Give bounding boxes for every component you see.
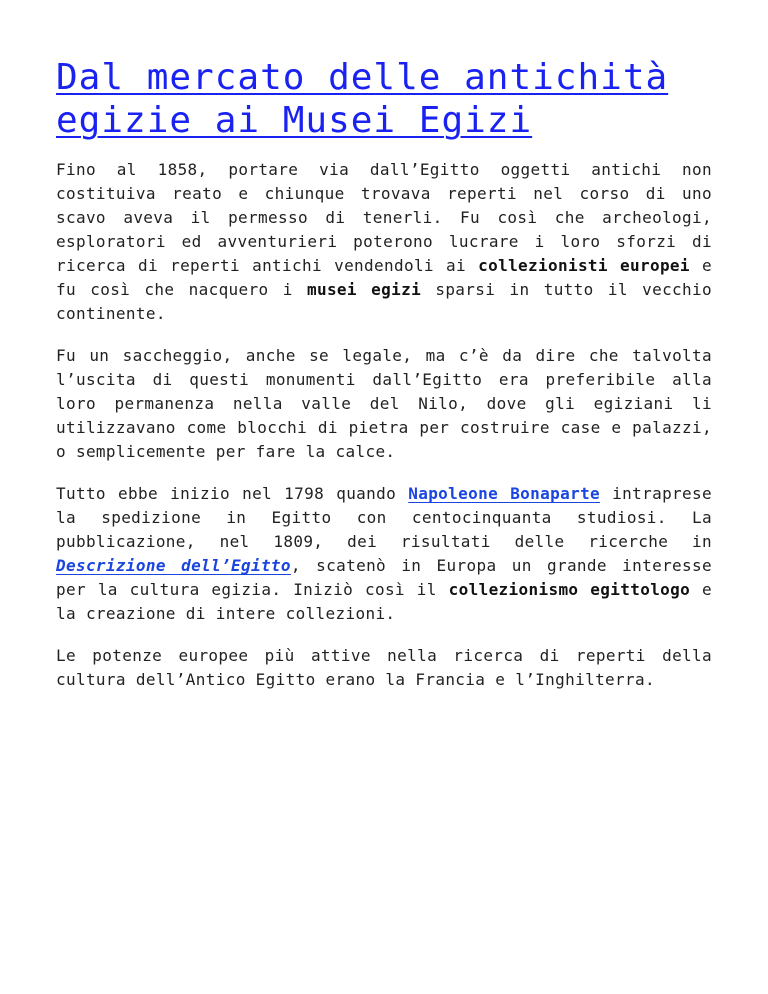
paragraph-3-text-4: e la creazione di intere collezioni. — [56, 580, 713, 623]
paragraph-2-text: Fu un saccheggio, anche se legale, ma c’è da dire che talvolta l’uscita di questi monumenti dall’Egitto era preferibile alla loro permanenza nella valle del Nilo, dove gli egiziani li utilizzavano come blocchi di pietra per costruire case e palazzi, o semplicemente per fare la calce. — [56, 346, 712, 461]
paragraph-2 — [56, 344, 712, 464]
paragraph-3-text-3: , scatenò in Europa un grande interesse per la cultura egizia. Iniziò così il — [56, 556, 712, 599]
paragraph-1 — [56, 158, 712, 326]
paragraph-1-text-2: e fu così che nacquero i — [56, 256, 713, 299]
bold-collezionismo-egittologo: collezionismo egittologo — [448, 580, 691, 599]
bold-collezionisti-europei: collezionisti europei — [478, 256, 690, 275]
paragraph-1-text-1: Fino al 1858, portare via dall’Egitto oggetti antichi non costituiva reato e chiunque trovava reperti nel corso di uno scavo aveva il permesso di tenerli. Fu così che archeologi, esploratori ed avventurieri poterono lucrare i loro sforzi di ricerca di reperti antichi vendendoli ai — [56, 160, 712, 275]
paragraph-4 — [56, 644, 712, 692]
page-title — [56, 56, 712, 142]
title-link[interactable]: Dal mercato delle antichità egizie ai Musei Egizi — [56, 57, 669, 141]
paragraph-1-text-3: sparsi in tutto il vecchio continente. — [56, 280, 712, 323]
paragraph-4-text: Le potenze europee più attive nella ricerca di reperti della cultura dell’Antico Egitto erano la Francia e l’Inghilterra. — [56, 646, 712, 689]
paragraph-3-text-2: intraprese la spedizione in Egitto con centocinquanta studiosi. La pubblicazione, nel 1809, dei risultati delle ricerche in — [56, 484, 712, 551]
paragraph-3 — [56, 482, 712, 626]
paragraph-3-text-1: Tutto ebbe inizio nel 1798 quando — [56, 484, 409, 503]
bold-musei-egizi: musei egizi — [306, 280, 422, 299]
descrizione-egitto-link[interactable]: Descrizione dell’Egitto — [56, 556, 291, 575]
napoleone-bonaparte-link[interactable]: Napoleone Bonaparte — [408, 484, 601, 503]
